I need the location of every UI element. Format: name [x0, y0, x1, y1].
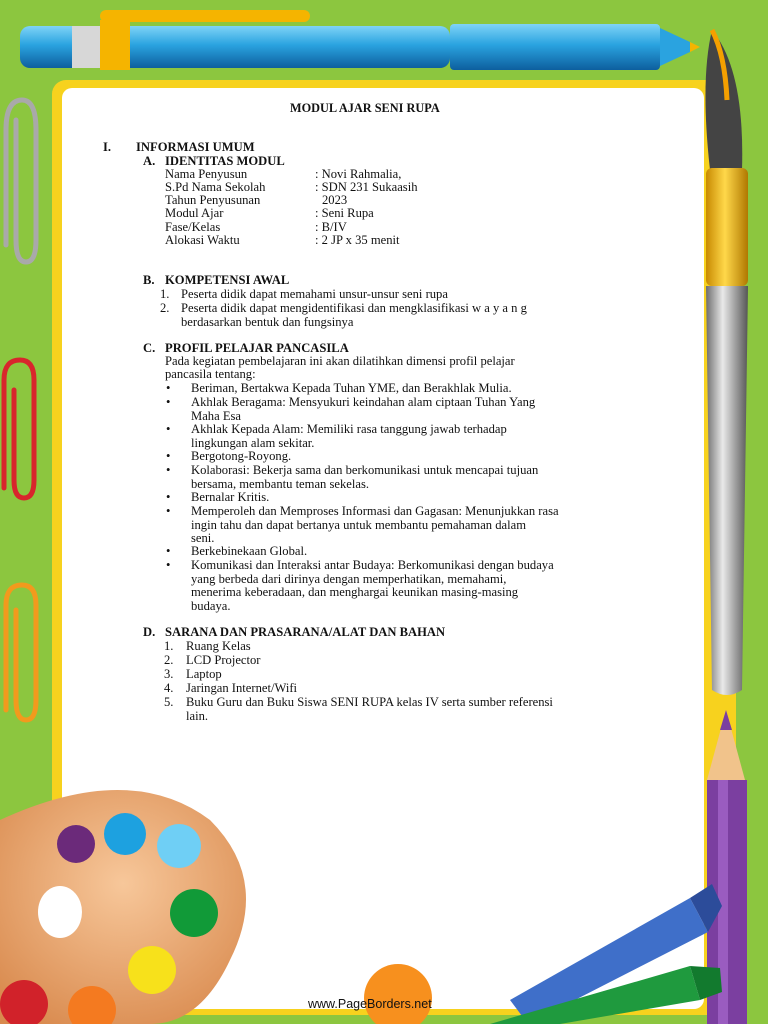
- subsection-heading: SARANA DAN PRASARANA/ALAT DAN BAHAN: [165, 625, 446, 639]
- subsection-letter: C.: [143, 341, 156, 355]
- bullet-icon: •: [166, 422, 171, 436]
- bullet-item-continuation: bersama, membantu teman sekelas.: [191, 476, 369, 491]
- list-number: 3.: [164, 667, 174, 681]
- list-number: 2.: [164, 653, 174, 667]
- identity-label: Nama Penyusun: [165, 167, 248, 181]
- bullet-icon: •: [166, 490, 171, 504]
- bullet-item-continuation: seni.: [191, 531, 215, 545]
- list-number: 2.: [160, 301, 170, 315]
- bullet-item: Komunikasi dan Interaksi antar Budaya: Berkomunikasi dengan budaya: [191, 558, 554, 572]
- identity-value: : Seni Rupa: [315, 206, 374, 220]
- list-item: Peserta didik dapat mengidentifikasi dan mengklasifikasi w a y a n g: [181, 301, 527, 315]
- identity-value: : B/IV: [315, 220, 347, 234]
- identity-label: Fase/Kelas: [165, 220, 221, 234]
- subsection-heading: IDENTITAS MODUL: [165, 154, 285, 168]
- list-number: 4.: [164, 681, 174, 695]
- bullet-icon: •: [166, 381, 171, 395]
- bullet-icon: •: [166, 463, 171, 477]
- bullet-item-continuation: yang berbeda dari dirinya dengan memperhatikan, memahami,: [191, 571, 507, 586]
- subsection-letter: D.: [143, 625, 156, 639]
- subsection-letter: B.: [143, 273, 155, 287]
- paragraph-line: Pada kegiatan pembelajaran ini akan dilatihkan dimensi profil pelajar: [165, 354, 515, 368]
- section-heading: INFORMASI UMUM: [136, 140, 255, 154]
- list-number: 1.: [160, 287, 170, 301]
- section-number: I.: [103, 140, 112, 154]
- footer-credit: www.PageBorders.net: [308, 997, 432, 1011]
- identity-value: : SDN 231 Sukaasih: [315, 180, 418, 194]
- bullet-item: Kolaborasi: Bekerja sama dan berkomunikasi untuk mencapai tujuan: [191, 463, 539, 477]
- list-item: LCD Projector: [186, 653, 261, 667]
- list-item-continuation: berdasarkan bentuk dan fungsinya: [181, 315, 354, 329]
- identity-label: Modul Ajar: [165, 206, 224, 220]
- bullet-item: Beriman, Bertakwa Kepada Tuhan YME, dan Berakhlak Mulia.: [191, 381, 512, 395]
- bullet-item-continuation: ingin tahu dan dapat bertanya untuk membantu pemahaman dalam: [191, 517, 527, 532]
- bullet-item-continuation: lingkungan alam sekitar.: [191, 435, 315, 450]
- bullet-icon: •: [166, 449, 171, 463]
- bullet-item-continuation: menerima keberadaan, dan menghargai keunikan masing-masing: [191, 585, 519, 599]
- bullet-icon: •: [166, 544, 171, 558]
- bullet-item: Bergotong-Royong.: [191, 449, 292, 463]
- identity-value: : Novi Rahmalia,: [315, 167, 402, 181]
- list-item: Buku Guru dan Buku Siswa SENI RUPA kelas IV serta sumber referensi: [186, 695, 553, 709]
- paragraph-line: pancasila tentang:: [165, 367, 256, 381]
- bullet-icon: •: [166, 395, 171, 409]
- subsection-heading: PROFIL PELAJAR PANCASILA: [165, 341, 349, 355]
- bullet-item-continuation: budaya.: [191, 598, 231, 613]
- list-item: Laptop: [186, 667, 222, 681]
- bullet-item: Bernalar Kritis.: [191, 490, 270, 504]
- identity-value: 2023: [322, 193, 348, 207]
- identity-label: Alokasi Waktu: [165, 233, 240, 247]
- bullet-item: Akhlak Kepada Alam: Memiliki rasa tanggung jawab terhadap: [191, 422, 507, 436]
- document-title: MODUL AJAR SENI RUPA: [290, 101, 440, 115]
- subsection-letter: A.: [143, 154, 156, 168]
- list-number: 1.: [164, 639, 174, 653]
- list-item: Jaringan Internet/Wifi: [186, 681, 298, 695]
- bullet-item: Akhlak Beragama: Mensyukuri keindahan alam ciptaan Tuhan Yang: [191, 395, 536, 409]
- identity-value: : 2 JP x 35 menit: [315, 233, 400, 247]
- bullet-item: Berkebinekaan Global.: [191, 544, 308, 558]
- identity-label: S.Pd Nama Sekolah: [165, 180, 266, 194]
- list-item-continuation: lain.: [186, 708, 209, 723]
- list-item: Ruang Kelas: [186, 639, 251, 653]
- list-item: Peserta didik dapat memahami unsur-unsur seni rupa: [181, 287, 448, 301]
- list-number: 5.: [164, 695, 174, 709]
- bullet-icon: •: [166, 504, 171, 518]
- subsection-heading: KOMPETENSI AWAL: [165, 273, 290, 287]
- bullet-icon: •: [166, 558, 171, 572]
- bullet-item-continuation: Maha Esa: [191, 408, 242, 423]
- identity-label: Tahun Penyusunan: [165, 193, 261, 207]
- bullet-item: Memperoleh dan Memproses Informasi dan Gagasan: Menunjukkan rasa: [191, 504, 559, 518]
